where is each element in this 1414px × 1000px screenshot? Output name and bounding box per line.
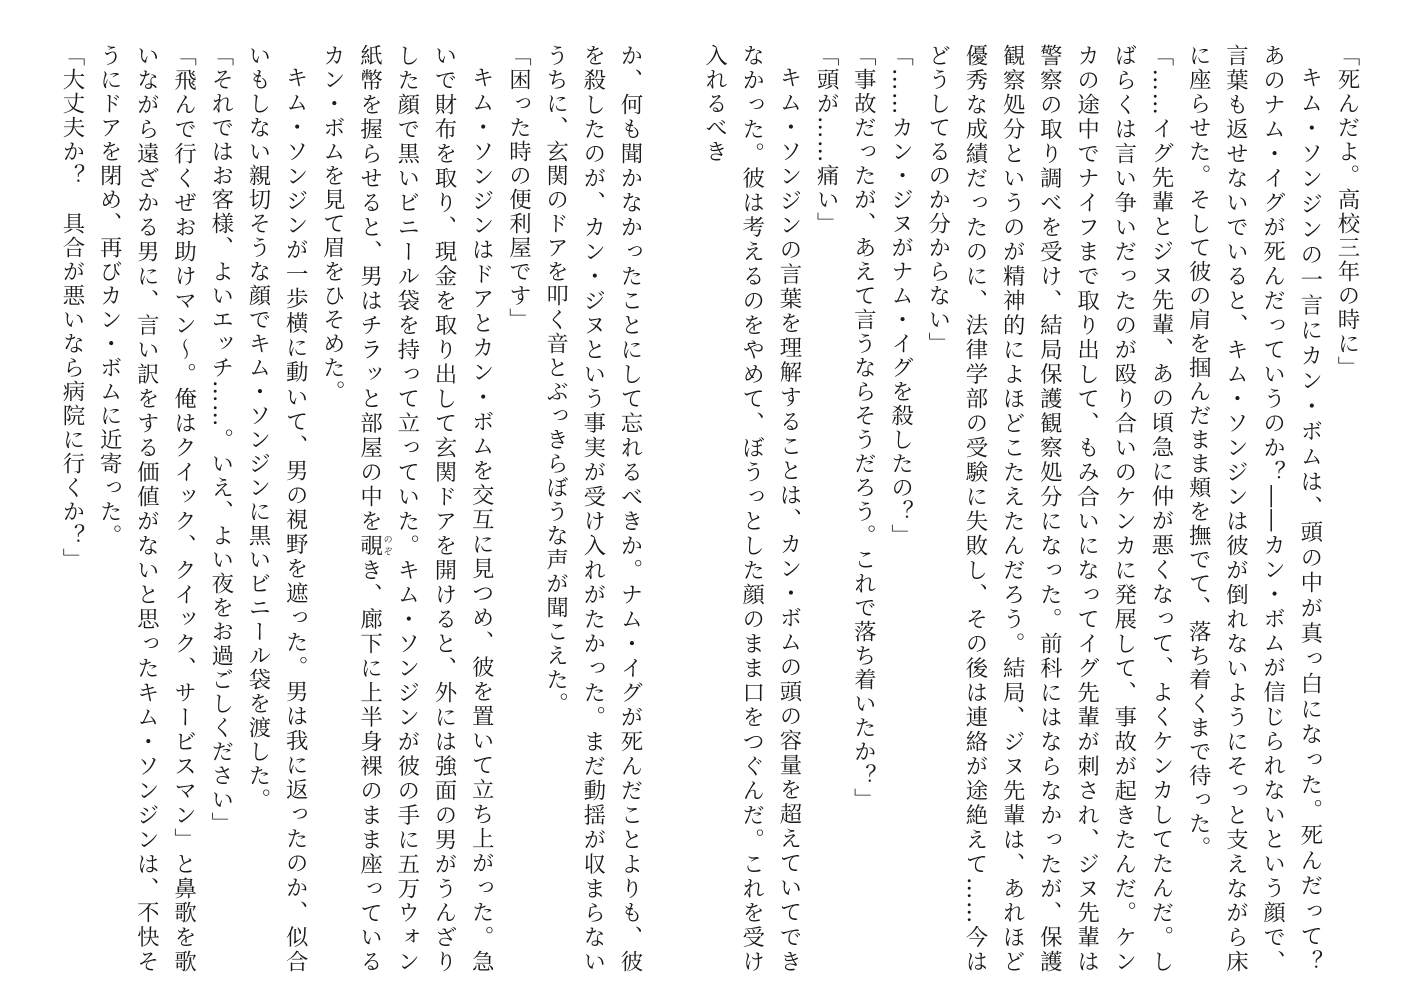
paragraph-text-continued: き、廊下に上半身裸のまま座っているカン・ボムを見て眉をひそめた。 [319,44,383,975]
right-page [701,44,1365,998]
paragraph: 「頭が……痛い」 [813,44,840,236]
right-page-text [701,44,1365,998]
paragraph: 「大丈夫か？ 具合が悪いなら病院に行くか？」 [58,44,85,572]
paragraph: 「飛んで行くぜお助けマン〜。俺はクイック、クイック、サービスマン」と鼻歌を歌いながら遠ざかる男に、言い訳をする価値がないと思ったキム・ソンジンは、不快そうにドアを閉め、再びカン・ボムに近寄った。 [96,44,197,974]
paragraph: 「それではお客様、よいエッチ……。いえ、よい夜をお過ごしください」 [207,44,234,836]
left-page-text [36,44,648,974]
ruby-annotation [356,533,392,559]
paragraph: 「死んだよ。高校三年の時に」 [1334,44,1360,380]
paragraph: か、何も聞かなかったことにして忘れるべきか。ナム・イグが死んだことよりも、彼を殺したのが、カン・ジヌという事実が受け入れがたかった。まだ動揺が収まらないうちに、玄関のドアを叩く音とぶっきらぼうな声が聞こえた。 [542,44,643,974]
left-page [36,44,648,974]
paragraph: 「困った時の便利屋です」 [505,44,532,332]
paragraph: キム・ソンジンの言葉を理解することは、カン・ボムの頭の容量を超えていてできなかった。彼は考えるのをやめて、ぼうっとした顔のまま口をつぐんだ。これを受け入れるべき [701,44,802,974]
paragraph: 「……イグ先輩とジヌ先輩、あの頃急に仲が悪くなって、よくケンカしてたんだ。しばらくは言い争いだったのが殴り合いのケンカに発展して、事故が起きたんだ。ケンカの途中でナイフまで取り出して、もみ合いになってイグ先輩が刺され、ジヌ先輩は警察の取り調べを受け、結局保護観察処分になった。前科にはならなかったが、保護観察処分というのが精神的によほどこたえたんだろう。結局、ジヌ先輩は、あれほど優秀な成績だったのに、法律学部の受験に失敗し、その後は連絡が途絶えて……今はどうしてるのか分からない」 [924,44,1174,974]
ruby-base: 覗 [356,533,383,559]
ruby-reading: のぞ [381,533,392,558]
paragraph [313,44,499,974]
paragraph: 「事故だったが、あえて言うならそうだろう。これで落ち着いたか？」 [850,44,877,812]
paragraph: キム・ソンジンが一歩横に動いて、男の視野を遮った。男は我に返ったのか、似合いもしない親切そうな顔でキム・ソンジンに黒いビニール袋を渡した。 [244,44,309,974]
paragraph-text: キム・ソンジンはドアとカン・ボムを交互に見つめ、彼を置いて立ち上がった。急いで財布を取り、現金を取り出して玄関ドアを開けると、外には強面の男がうんざりした顔で黒いビニール袋を持って立っていた。キム・ソンジンが彼の手に五万ウォン紙幣を握らせると、男はチラッと部屋の中を [356,44,495,974]
paragraph: 「……カン・ジヌがナム・イグを殺したの？」 [887,44,914,548]
paragraph: キム・ソンジンの一言にカン・ボムは、頭の中が真っ白になった。死んだって？ あのナム・イグが死んだっていうのか？――カン・ボムが信じられないという顔で、言葉も返せないでいると、キム・ソンジンは彼が倒れないようにそっと支えながら床に座らせた。そして彼の肩を掴んだまま頬を撫でて、落ち着くまで待った。 [1185,44,1323,998]
